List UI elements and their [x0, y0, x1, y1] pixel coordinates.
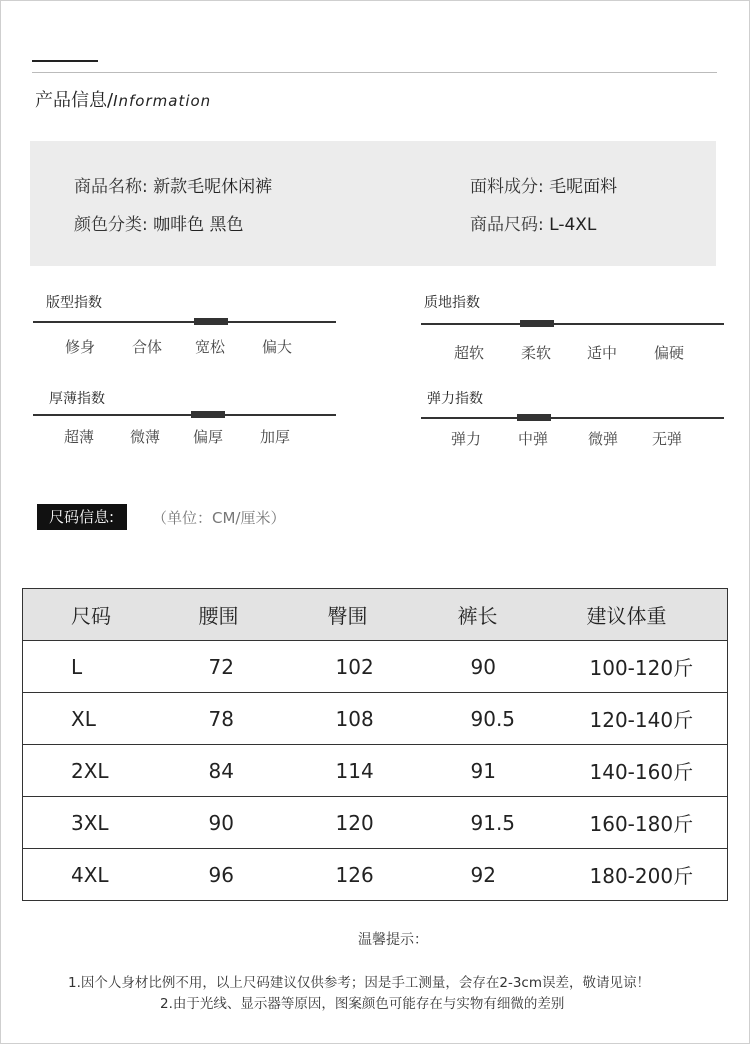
size-unit-note: （单位：CM/厘米） [152, 509, 286, 527]
fit-index-title: 版型指数 [46, 295, 102, 311]
tips-title: 温馨提示： [358, 932, 428, 948]
cell-waist: 84 [153, 745, 283, 797]
fit-option: 宽松 [195, 338, 226, 356]
cell-size: 4XL [23, 849, 153, 901]
size-table [22, 588, 728, 901]
fit-option: 修身 [65, 338, 96, 356]
cell-length: 90.5 [413, 693, 533, 745]
elasticity-index-line [421, 417, 724, 419]
elasticity-option: 微弹 [588, 430, 619, 448]
section-title-en: Information [113, 92, 212, 110]
table-row [23, 641, 728, 693]
texture-option: 适中 [587, 344, 618, 362]
fabric-label: 面料成分: [470, 177, 544, 197]
color-row [74, 210, 244, 235]
elasticity-option: 中弹 [518, 430, 549, 448]
product-name-label: 商品名称: [74, 177, 148, 197]
cell-length: 92 [413, 849, 533, 901]
fit-index-marker [194, 318, 228, 325]
texture-option: 偏硬 [654, 344, 685, 362]
cell-weight: 180-200斤 [533, 849, 728, 901]
texture-option: 柔软 [521, 344, 552, 362]
size-range-value: L-4XL [549, 215, 597, 235]
cell-weight: 160-180斤 [533, 797, 728, 849]
cell-size: 2XL [23, 745, 153, 797]
header-size: 尺码 [23, 589, 153, 641]
fit-option: 合体 [132, 338, 163, 356]
table-row [23, 693, 728, 745]
cell-hip: 108 [283, 693, 413, 745]
header-weight: 建议体重 [533, 589, 728, 641]
fit-index-line [33, 321, 336, 323]
header-hip: 臀围 [283, 589, 413, 641]
size-info-badge: 尺码信息: [37, 504, 127, 530]
fabric-row [470, 172, 617, 197]
table-row [23, 849, 728, 901]
cell-waist: 96 [153, 849, 283, 901]
title-rule [32, 72, 717, 73]
cell-hip: 120 [283, 797, 413, 849]
table-row [23, 745, 728, 797]
fit-option: 偏大 [262, 338, 293, 356]
fabric-value: 毛呢面料 [549, 177, 618, 197]
table-row [23, 797, 728, 849]
texture-index-title: 质地指数 [424, 295, 480, 311]
elasticity-index-marker [517, 414, 551, 421]
cell-length: 91.5 [413, 797, 533, 849]
cell-length: 91 [413, 745, 533, 797]
cell-hip: 114 [283, 745, 413, 797]
elasticity-option: 弹力 [451, 430, 482, 448]
size-range-row [470, 210, 596, 235]
cell-waist: 78 [153, 693, 283, 745]
cell-hip: 126 [283, 849, 413, 901]
thickness-option: 微薄 [130, 428, 161, 446]
product-info-panel [30, 141, 716, 266]
tip-line-1: 1.因个人身材比例不用，以上尺码建议仅供参考；因是手工测量，会存在2-3cm误差，敬请见谅！ [68, 975, 651, 991]
thickness-option: 超薄 [64, 428, 95, 446]
cell-weight: 140-160斤 [533, 745, 728, 797]
header-length: 裤长 [413, 589, 533, 641]
color-label: 颜色分类: [74, 215, 148, 235]
thickness-option: 偏厚 [193, 428, 224, 446]
title-accent-bar [32, 60, 98, 62]
cell-hip: 102 [283, 641, 413, 693]
cell-size: L [23, 641, 153, 693]
color-value: 咖啡色 黑色 [153, 215, 244, 235]
cell-weight: 100-120斤 [533, 641, 728, 693]
thickness-option: 加厚 [260, 428, 291, 446]
texture-index-marker [520, 320, 554, 327]
section-title-cn: 产品信息/ [35, 90, 114, 111]
size-table-header [23, 589, 728, 641]
elasticity-option: 无弹 [652, 430, 683, 448]
tip-line-2: 2.由于光线、显示器等原因，图案颜色可能存在与实物有细微的差别 [160, 996, 565, 1012]
cell-weight: 120-140斤 [533, 693, 728, 745]
elasticity-index-title: 弹力指数 [427, 391, 483, 407]
header-waist: 腰围 [153, 589, 283, 641]
thickness-index-marker [191, 411, 225, 418]
size-range-label: 商品尺码: [470, 215, 544, 235]
texture-index-line [421, 323, 724, 325]
cell-length: 90 [413, 641, 533, 693]
section-title [35, 86, 211, 112]
cell-size: XL [23, 693, 153, 745]
texture-option: 超软 [454, 344, 485, 362]
product-name-row [74, 172, 272, 197]
thickness-index-title: 厚薄指数 [49, 391, 105, 407]
product-name-value: 新款毛呢休闲裤 [153, 177, 273, 197]
thickness-index-line [33, 414, 336, 416]
cell-waist: 72 [153, 641, 283, 693]
cell-size: 3XL [23, 797, 153, 849]
cell-waist: 90 [153, 797, 283, 849]
